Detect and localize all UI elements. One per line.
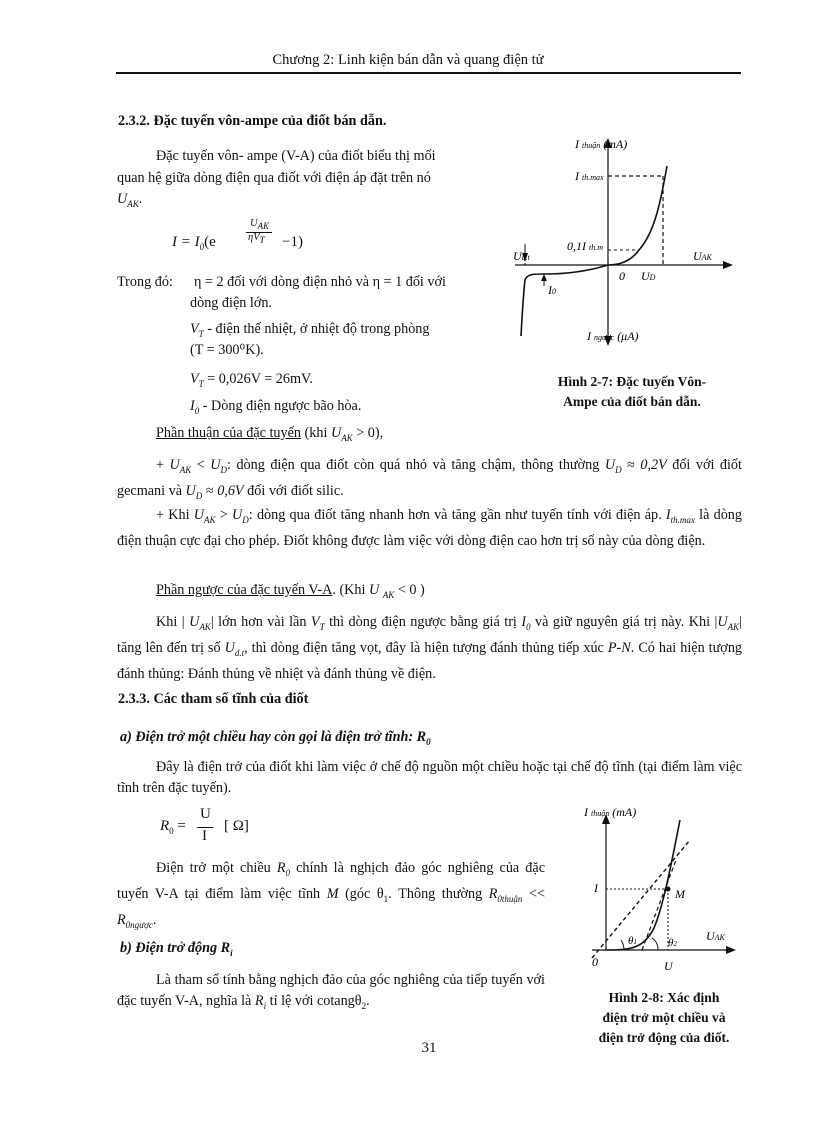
fig28-theta2: θ2	[668, 937, 677, 949]
header-rule	[116, 72, 741, 74]
forward-para-1: + $U_{AK} < U_D$: dòng điện qua điốt còn quá nhỏ và tăng chậm, thông thường $U_D \approx 0,2V$ đối với điốt gecmani và $U_D \approx 0,6V$ đối với điốt silic.	[117, 457, 742, 501]
a-para-1: Đây là điện trở của điốt khi làm việc ở chế độ nguồn một chiều hoặc tại chế độ tĩnh (tại điểm làm việc tĩnh trên đặc tuyến).	[117, 759, 742, 796]
fig28-m-label: M	[675, 887, 685, 901]
subsection-a-title: a) Điện trở một chiều hay còn gọi là điện trở tĩnh: $R_0$	[120, 729, 431, 747]
intro-line-3: $U_{AK}$.	[117, 191, 143, 209]
figure-2-7-caption: Hình 2-7: Đặc tuyến Vôn- Ampe của điốt bán dẫn.	[557, 374, 707, 409]
vt-def-1: $V_T$ - điện thế nhiệt, ở nhiệt độ trong phòng	[190, 321, 430, 339]
fig27-udt-label: Ud.t	[513, 249, 530, 263]
figure-2-8-resistance	[572, 800, 742, 980]
vt-def-2: (T = 300⁰K).	[190, 342, 264, 358]
forward-heading: Phần thuận của đặc tuyến (khi $U_{AK} > 0$),	[156, 425, 384, 443]
running-header: Chương 2: Linh kiện bán dẫn và quang điện tử	[272, 52, 544, 68]
vt-value: $V_T = 0,026V = 26mV$.	[190, 371, 313, 389]
fig28-ythuan-label: I thuận (mA)	[584, 805, 637, 819]
a-para-2: Điện trở một chiều $R_0$ chính là nghịch đảo góc nghiêng của đặc tuyến V-A tại điểm làm việc tĩnh M (góc $\theta_1$. Thông thường $R_{0thuận} << R_{0ngược}$.	[117, 860, 545, 930]
diode-equation: $I = I_0(e$ $U_{AK}$ $\eta V_T$ −1)	[172, 218, 303, 252]
figure-2-7-iv-curve	[505, 128, 735, 356]
r0-formula: $R_0$ = U I [ Ω]	[160, 806, 249, 844]
fig28-u-label: U	[664, 959, 673, 973]
fig27-ithmax-label: I th.max	[575, 169, 604, 183]
section-title-2-3-3: 2.3.3. Các tham số tĩnh của điốt	[118, 691, 309, 707]
fig27-i0-label: I0	[548, 283, 556, 297]
b-para: Là tham số tính bằng nghịch đảo của góc nghiêng của tiếp tuyến với đặc tuyến V-A, nghĩa là $R_i$ tỉ lệ với cotangθ$_2$.	[117, 972, 545, 1011]
fig28-i-label: I	[594, 881, 598, 895]
forward-para-2: + Khi $U_{AK} > U_D$: dòng qua điốt tăng nhanh hơn và tăng gần như tuyến tính với điện áp. $I_{th.max}$ là dòng điện thuận cực đại cho phép. Điốt không được làm việc với dòng điện cao hơn trị số này của dòng điện.	[117, 507, 742, 549]
figure-2-8-caption: Hình 2-8: Xác định điện trở một chiều và điện trở động của điốt.	[598, 990, 730, 1045]
i0-def: $I_0$ - Dòng điện ngược bão hòa.	[190, 398, 362, 416]
page-number: 31	[421, 1040, 437, 1056]
section-title-2-3-2: 2.3.2. Đặc tuyến vôn-ampe của điốt bán dẫn.	[118, 113, 387, 129]
fig27-ythuan-label: I thuận (mA)	[575, 137, 628, 151]
subsection-b-title: b) Điện trở động $R_i$	[120, 940, 233, 958]
intro-line-2: quan hệ giữa dòng điện qua điốt với điện áp đặt trên nó	[117, 170, 431, 186]
eta-def-2: dòng điện lớn.	[190, 295, 272, 311]
reverse-para: Khi | $U_{AK}|$ lớn hơn vài lần $V_T$ thì dòng điện ngược bằng giá trị $I_0$ và giữ nguyên giá trị này. Khi $|U_{AK}|$ tăng lên đến trị số $U_{d.t}$, thì dòng điện tăng vọt, đây là hiện tượng đánh thủng tiếp xúc P-N. Có hai hiện tượng đánh thủng: Đánh thủng về nhiệt và đánh thủng về điện.	[117, 614, 743, 682]
fig28-zero: 0	[592, 955, 598, 969]
eta-def-1: η = 2 đối với dòng điện nhỏ và η = 1 đối với	[194, 274, 446, 290]
reverse-heading: Phần ngược của đặc tuyến V-A. (Khi U $_{AK}$ < 0 )	[156, 582, 425, 600]
fig27-ud-label: UD	[641, 269, 656, 283]
where-label: Trong đó:	[117, 274, 173, 290]
fig27-zero: 0	[619, 269, 625, 283]
fig28-uak-label: UAK	[706, 929, 725, 943]
fig27-01ithm-label: 0,1I th.m	[567, 239, 603, 253]
intro-line-1: Đặc tuyến vôn- ampe (V-A) của điốt biểu thị mối	[156, 148, 436, 164]
fig27-ynguoc-label: I ngược (μA)	[587, 329, 639, 343]
fig27-uak-label: UAK	[693, 249, 712, 263]
fig28-theta1: θ1	[628, 935, 637, 947]
